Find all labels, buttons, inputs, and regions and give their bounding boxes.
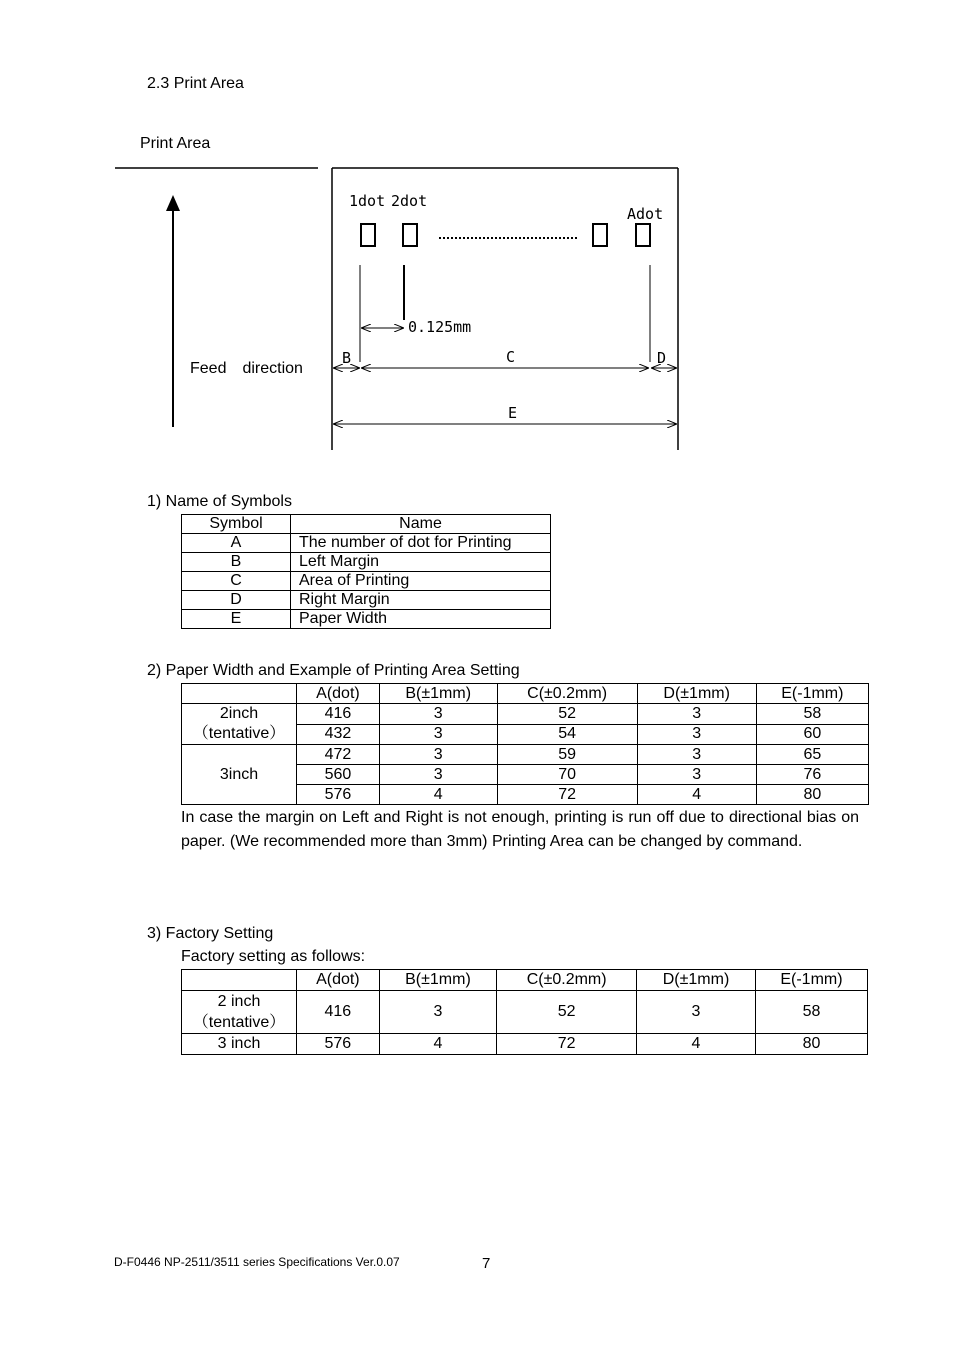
header-a: A(dot) (297, 684, 380, 704)
value-cell: 416 (297, 991, 380, 1034)
value-cell: 58 (756, 704, 868, 725)
dot-box-n-minus-1 (593, 224, 607, 246)
header-d: D(±1mm) (637, 684, 756, 704)
paper-width-table (181, 683, 869, 805)
value-cell: 58 (755, 991, 867, 1034)
print-area-subheading: Print Area (140, 135, 211, 152)
feed-direction-label: Feed direction (190, 360, 303, 377)
header-a: A(dot) (297, 970, 380, 991)
value-cell: 72 (497, 1034, 637, 1055)
value-cell: 4 (637, 1034, 756, 1055)
group-2inch-label: 2inch (219, 705, 259, 722)
dot-box-1 (361, 224, 375, 246)
group-3inch-cell: 3inch (182, 745, 297, 805)
value-cell: 65 (756, 745, 868, 765)
factory-2inch-tentative: （tentative） (192, 1014, 286, 1031)
dot-box-a (636, 224, 650, 246)
value-cell: 4 (379, 1034, 496, 1055)
table-row (182, 1034, 868, 1055)
table-row (182, 591, 551, 610)
table-row (182, 553, 551, 572)
pitch-label: 0.125mm (408, 318, 472, 336)
dimension-e-label: E (508, 404, 518, 422)
value-cell: 4 (379, 785, 497, 805)
value-cell: 76 (756, 765, 868, 785)
factory-2inch-label: 2 inch (217, 993, 261, 1010)
value-cell: 54 (497, 724, 637, 745)
symbol-cell: E (182, 610, 291, 629)
dimension-d-label: D (657, 349, 667, 367)
factory-2inch-cell (182, 991, 297, 1034)
value-cell: 3 (637, 765, 756, 785)
symbol-name-cell: Right Margin (291, 591, 551, 610)
value-cell: 72 (497, 785, 637, 805)
table-row (182, 610, 551, 629)
dot-box-2 (403, 224, 417, 246)
value-cell: 472 (297, 745, 380, 765)
symbol-cell: A (182, 534, 291, 553)
value-cell: 3 (379, 765, 497, 785)
feed-arrowhead-icon (166, 195, 180, 211)
value-cell: 3 (379, 724, 497, 745)
header-e: E(-1mm) (756, 684, 868, 704)
factory-header-row (182, 970, 868, 991)
dimension-c-label: C (506, 348, 516, 366)
symbols-title: 1) Name of Symbols (147, 493, 292, 510)
value-cell: 3 (637, 704, 756, 725)
dot-label-2: 2dot (391, 192, 428, 210)
value-cell: 3 (379, 745, 497, 765)
value-cell: 4 (637, 785, 756, 805)
header-c: C(±0.2mm) (497, 970, 637, 991)
table-row (182, 534, 551, 553)
group-2inch-cell (182, 704, 297, 745)
table-row (182, 745, 869, 765)
paper-width-header-row (182, 684, 869, 704)
factory-3inch-cell: 3 inch (182, 1034, 297, 1055)
value-cell: 80 (755, 1034, 867, 1055)
header-d: D(±1mm) (637, 970, 756, 991)
dot-label-1: 1dot (349, 192, 386, 210)
value-cell: 70 (497, 765, 637, 785)
header-e: E(-1mm) (755, 970, 867, 991)
factory-setting-table (181, 969, 868, 1055)
symbol-name-cell: Paper Width (291, 610, 551, 629)
header-empty-cell (182, 684, 297, 704)
symbol-cell: C (182, 572, 291, 591)
symbols-table (181, 514, 551, 629)
value-cell: 3 (379, 704, 497, 725)
header-b: B(±1mm) (379, 970, 496, 991)
value-cell: 3 (637, 991, 756, 1034)
table-row (182, 704, 869, 725)
dot-label-a: Adot (627, 205, 664, 223)
header-empty-cell (182, 970, 297, 991)
symbols-header-symbol: Symbol (182, 515, 291, 534)
value-cell: 560 (297, 765, 380, 785)
section-heading: 2.3 Print Area (147, 75, 244, 92)
symbol-name-cell: Left Margin (291, 553, 551, 572)
symbol-cell: D (182, 591, 291, 610)
dimension-b-label: B (342, 349, 352, 367)
value-cell: 59 (497, 745, 637, 765)
symbols-header-name: Name (291, 515, 551, 534)
header-b: B(±1mm) (379, 684, 497, 704)
value-cell: 52 (497, 991, 637, 1034)
value-cell: 3 (637, 724, 756, 745)
value-cell: 60 (756, 724, 868, 745)
value-cell: 576 (297, 1034, 380, 1055)
value-cell: 416 (297, 704, 380, 725)
footer-doc-id: D-F0446 NP-2511/3511 series Specifications Ver.0.07 (114, 1255, 400, 1269)
table-row (182, 991, 868, 1034)
paper-width-note: In case the margin on Left and Right is not enough, printing is run off due to directional bias on paper. (We recommended more than 3mm) Printing Area can be changed by command. (181, 809, 859, 850)
header-c: C(±0.2mm) (497, 684, 637, 704)
group-2inch-tentative: （tentative） (192, 725, 286, 742)
page-number: 7 (482, 1255, 491, 1272)
value-cell: 3 (637, 745, 756, 765)
paper-width-title: 2) Paper Width and Example of Printing Area Setting (147, 662, 520, 679)
symbol-cell: B (182, 553, 291, 572)
value-cell: 3 (379, 991, 496, 1034)
value-cell: 432 (297, 724, 380, 745)
factory-intro: Factory setting as follows: (181, 948, 366, 965)
symbol-name-cell: Area of Printing (291, 572, 551, 591)
symbol-name-cell: The number of dot for Printing (291, 534, 551, 553)
value-cell: 80 (756, 785, 868, 805)
value-cell: 52 (497, 704, 637, 725)
table-row (182, 572, 551, 591)
symbols-header-row (182, 515, 551, 534)
value-cell: 576 (297, 785, 380, 805)
factory-title: 3) Factory Setting (147, 925, 274, 942)
print-area-diagram (0, 150, 954, 470)
